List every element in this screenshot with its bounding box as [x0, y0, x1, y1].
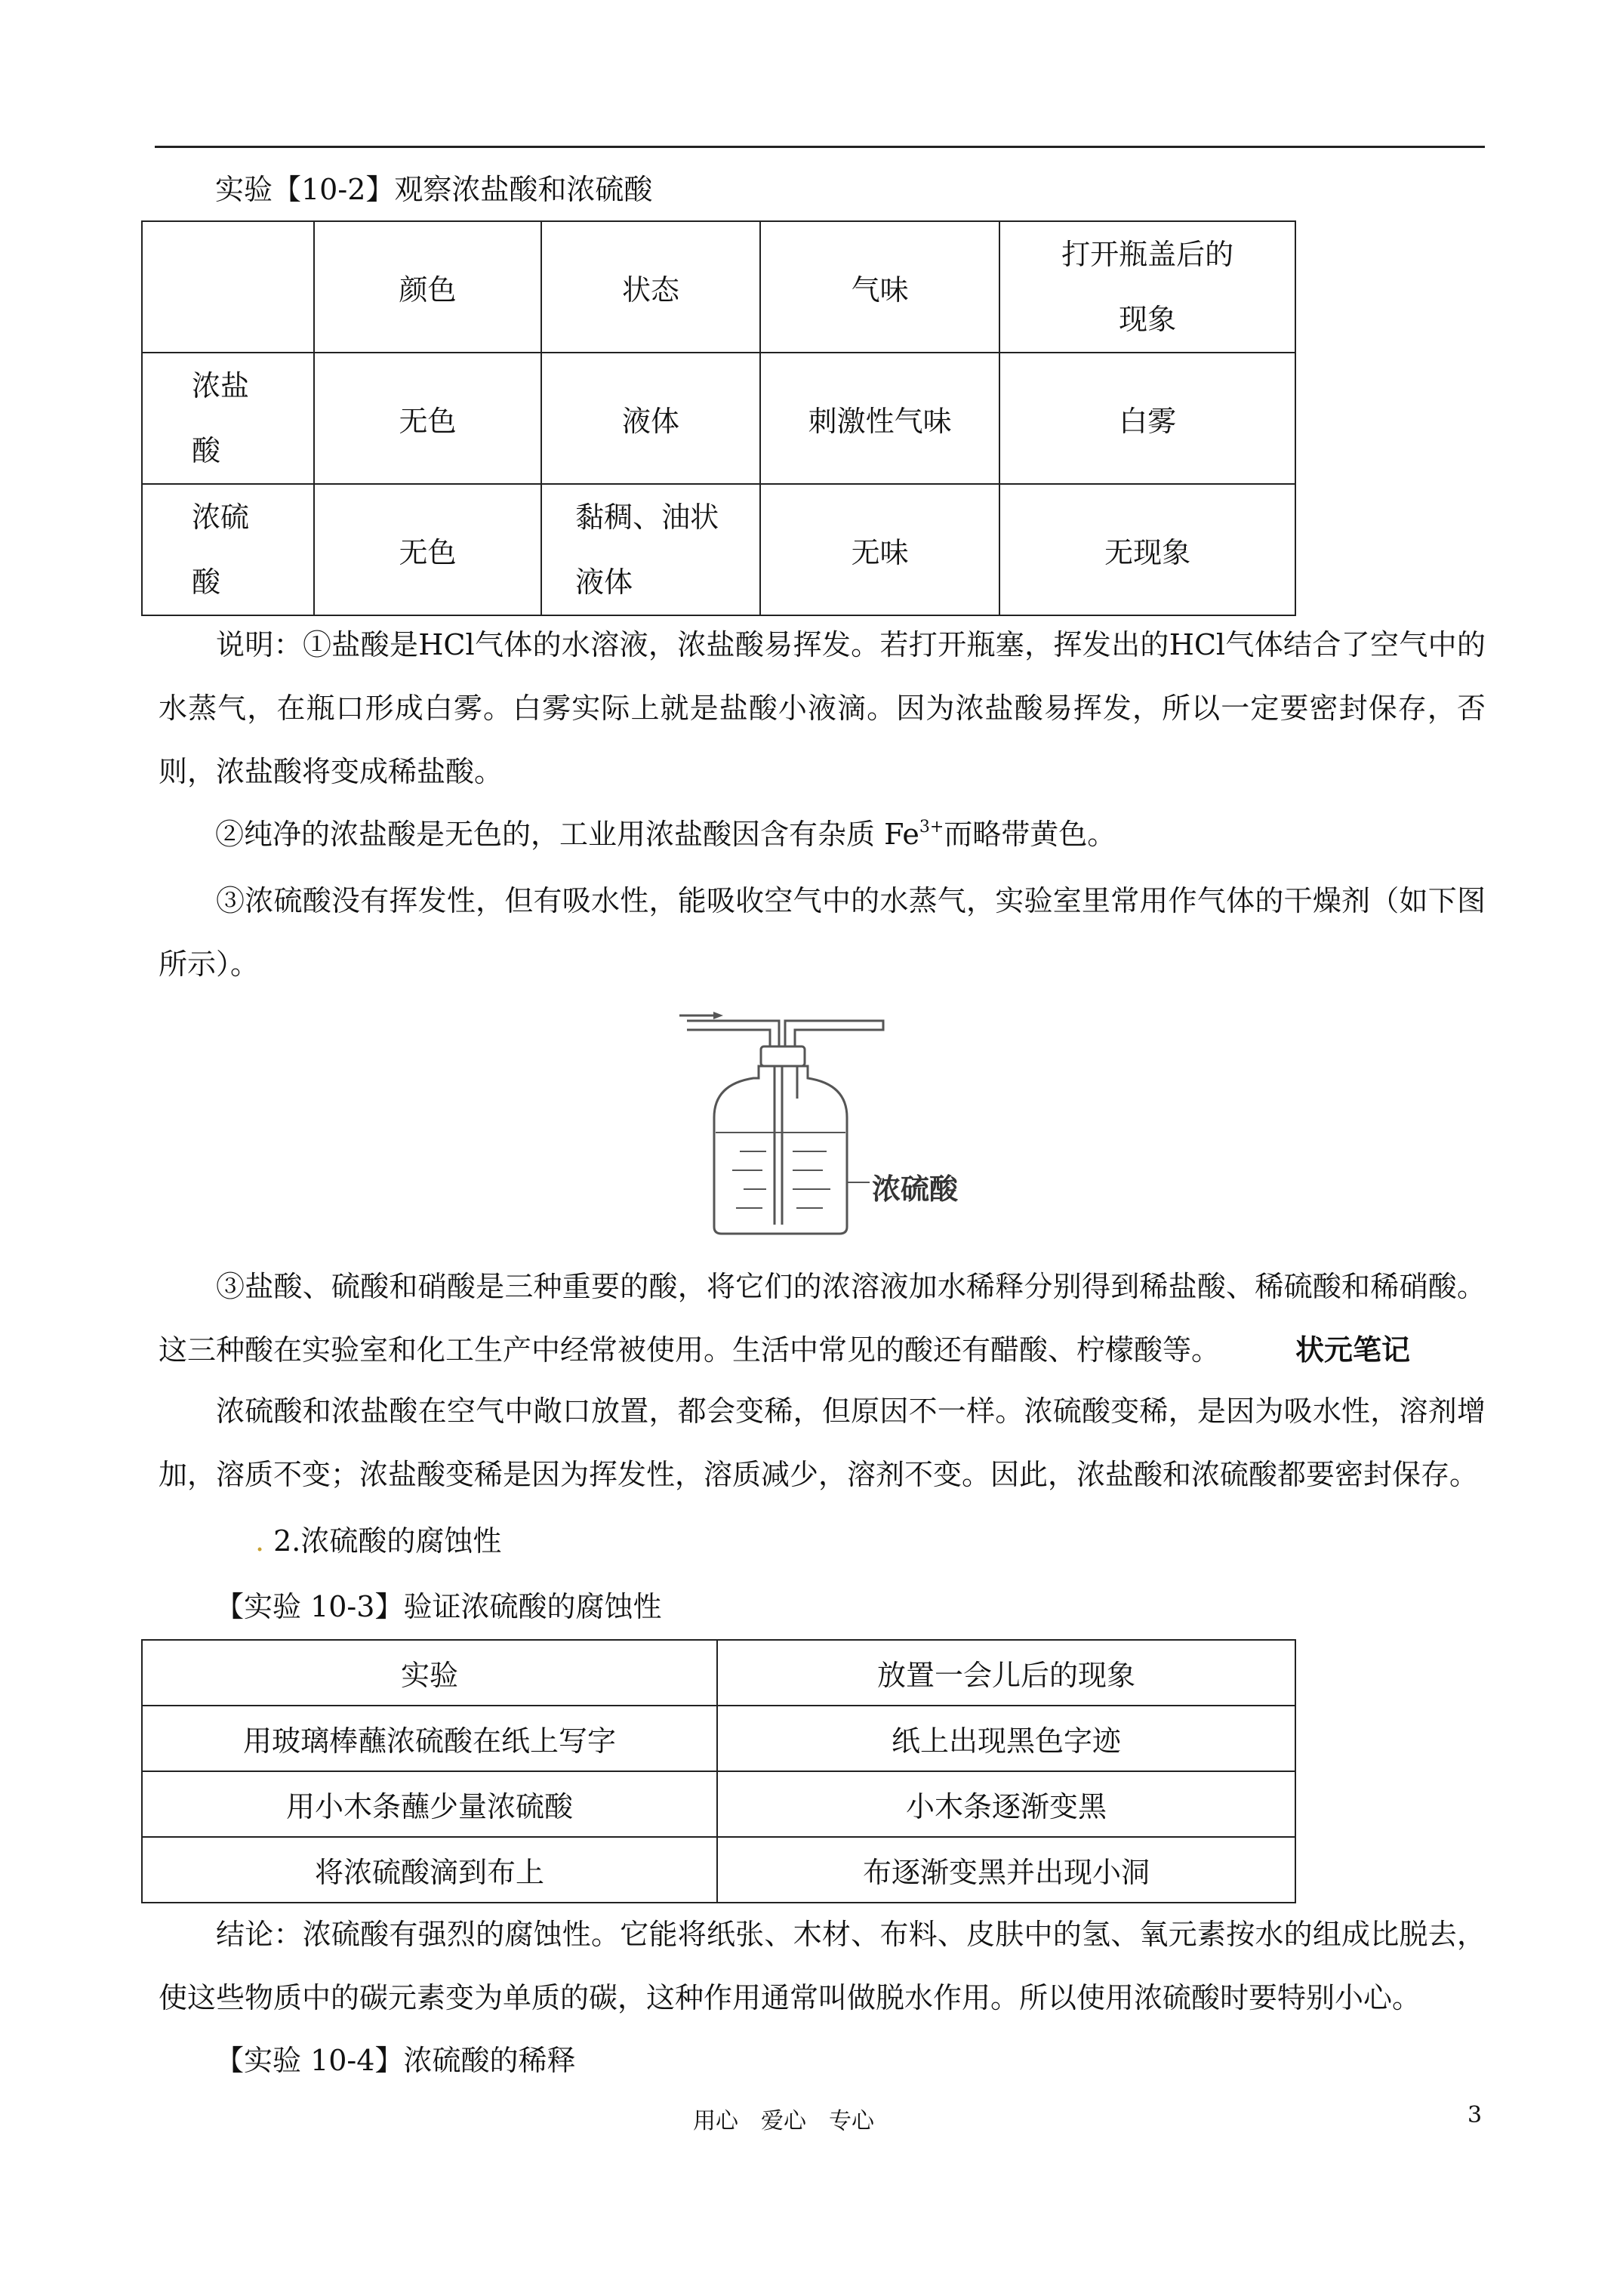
note-2	[215, 820, 1116, 849]
note-1: 说明：①盐酸是HCl气体的水溶液，浓盐酸易挥发。若打开瓶塞，挥发出的HCl气体结合了空气中的水蒸气，在瓶口形成白雾。白雾实际上就是盐酸小液滴。因为浓盐酸易挥发，所以一定要密封保存，否则，浓盐酸将变成稀盐酸。	[159, 628, 1486, 788]
exp3-cell-experiment: 将浓硫酸滴到布上	[142, 1837, 717, 1903]
section-2-dot: .	[255, 1524, 265, 1558]
paragraph-acids	[159, 1255, 1486, 1382]
exp3-cell-phenomenon: 小木条逐渐变黑	[717, 1771, 1295, 1837]
exp2-row-name-text: 浓硫酸	[192, 501, 250, 599]
exp3-cell-phenomenon: 布逐渐变黑并出现小洞	[717, 1837, 1295, 1903]
exp2-row-name	[142, 484, 314, 615]
exp2-title: 实验【10-2】观察浓盐酸和浓硫酸	[215, 173, 653, 206]
note-heading: 状元笔记	[1295, 1333, 1411, 1367]
exp3-title: 【实验 10-3】验证浓硫酸的腐蚀性	[215, 1590, 662, 1623]
exp3-cell-experiment: 用玻璃棒蘸浓硫酸在纸上写字	[142, 1706, 717, 1771]
exp2-cell-state-text: 黏稠、油状液体	[575, 501, 719, 599]
conclusion: 结论：浓硫酸有强烈的腐蚀性。它能将纸张、木材、布料、皮肤中的氢、氧元素按水的组成比脱去，使这些物质中的碳元素变为单质的碳，这种作用通常叫做脱水作用。所以使用浓硫酸时要特别小心。	[159, 1918, 1486, 2014]
table-row	[142, 1837, 1295, 1903]
exp2-cell-phenomenon: 无现象	[999, 484, 1295, 615]
exp3-header-phenomenon: 放置一会儿后的现象	[717, 1640, 1295, 1706]
exp2-row-name-text: 浓盐酸	[192, 369, 250, 467]
exp2-header-row	[142, 221, 1295, 353]
exp2-header-phenomenon	[999, 221, 1295, 353]
exp3-header-row	[142, 1640, 1295, 1706]
exp2-cell-state: 液体	[541, 353, 760, 484]
exp2-header-empty	[142, 221, 314, 353]
table-row	[142, 353, 1295, 484]
note-2-superscript: 3+	[919, 818, 944, 837]
exp3-cell-experiment: 用小木条蘸少量浓硫酸	[142, 1771, 717, 1837]
section-2-title	[255, 1524, 502, 1558]
table-row	[142, 1771, 1295, 1837]
exp2-cell-smell: 刺激性气味	[760, 353, 999, 484]
page-number: 3	[1467, 2102, 1483, 2128]
table-row	[142, 484, 1295, 615]
figure-label: 浓硫酸	[872, 1173, 959, 1206]
drying-bottle-figure	[672, 1004, 989, 1238]
exp3-header-experiment: 实验	[142, 1640, 717, 1706]
exp2-row-name	[142, 353, 314, 484]
paragraph-dilution: 浓硫酸和浓盐酸在空气中敞口放置，都会变稀，但原因不一样。浓硫酸变稀，是因为吸水性，溶剂增加，溶质不变；浓盐酸变稀是因为挥发性，溶质减少，溶剂不变。因此，浓盐酸和浓硫酸都要密封保存。	[159, 1395, 1486, 1491]
header-rule	[155, 146, 1485, 148]
note-2-text-b: 而略带黄色。	[944, 818, 1116, 851]
exp3-cell-phenomenon: 纸上出现黑色字迹	[717, 1706, 1295, 1771]
exp2-cell-smell: 无味	[760, 484, 999, 615]
section-2-text: 2.浓硫酸的腐蚀性	[273, 1524, 502, 1558]
exp3-table	[141, 1639, 1296, 1903]
exp2-cell-phenomenon: 白雾	[999, 353, 1295, 484]
note-2-text-a: ②纯净的浓盐酸是无色的，工业用浓盐酸因含有杂质 Fe	[215, 818, 919, 851]
paragraph-acids-text: ③盐酸、硫酸和硝酸是三种重要的酸，将它们的浓溶液加水稀释分别得到稀盐酸、稀硫酸和稀硝酸。这三种酸在实验室和化工生产中经常被使用。生活中常见的酸还有醋酸、柠檬酸等。	[159, 1270, 1486, 1367]
exp4-title: 【实验 10-4】浓硫酸的稀释	[215, 2044, 576, 2077]
exp2-header-state: 状态	[541, 221, 760, 353]
exp2-cell-state	[541, 484, 760, 615]
exp2-cell-color: 无色	[314, 484, 541, 615]
exp2-header-phenomenon-text: 打开瓶盖后的现象	[1061, 238, 1234, 336]
exp2-header-color: 颜色	[314, 221, 541, 353]
footer-slogan: 用心 爱心 专心	[693, 2108, 874, 2134]
note-3: ③浓硫酸没有挥发性，但有吸水性，能吸收空气中的水蒸气，实验室里常用作气体的干燥剂（如下图所示）。	[159, 884, 1486, 981]
exp2-header-smell: 气味	[760, 221, 999, 353]
exp2-table	[141, 220, 1296, 616]
table-row	[142, 1706, 1295, 1771]
exp2-cell-color: 无色	[314, 353, 541, 484]
